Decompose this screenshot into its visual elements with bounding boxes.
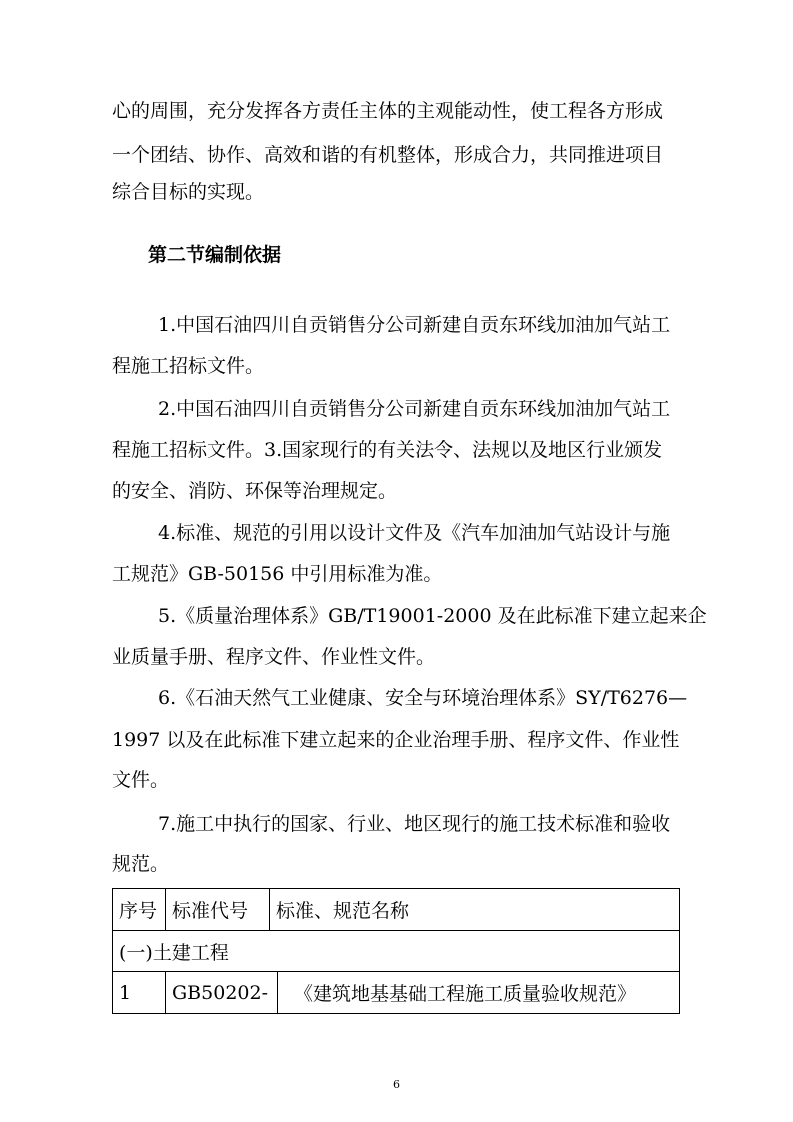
header-code: 标准代号 <box>166 889 270 931</box>
item-4-line-1: 4.标准、规范的引用以设计文件及《汽车加油加气站设计与施 <box>158 522 671 544</box>
intro-line-2: 一个团结、协作、高效和谐的有机整体，形成合力，共同推进项目 <box>112 144 664 166</box>
item-5-line-1: 5.《质量治理体系》GB/T19001-2000 及在此标准下建立起来企 <box>158 605 707 627</box>
item-2-line-3: 的安全、消防、环保等治理规定。 <box>112 480 398 502</box>
item-5-line-2: 业质量手册、程序文件、作业性文件。 <box>112 646 436 668</box>
row-name: 《建筑地基基础工程施工质量验收规范》 <box>294 983 637 1005</box>
intro-line-1: 心的周围，充分发挥各方责任主体的主观能动性，使工程各方形成 <box>112 100 664 122</box>
intro-line-3: 综合目标的实现。 <box>112 181 265 203</box>
row-code-name-cell <box>166 972 680 1014</box>
section-heading: 第二节编制依据 <box>148 244 282 266</box>
item-2-line-2: 程施工招标文件。3.国家现行的有关法令、法规以及地区行业颁发 <box>112 439 663 461</box>
item-2-line-1: 2.中国石油四川自贡销售分公司新建自贡东环线加油加气站工 <box>158 398 671 420</box>
item-6-line-1: 6.《石油天然气工业健康、安全与环境治理体系》SY/T6276— <box>158 687 688 709</box>
header-serial: 序号 <box>113 889 166 931</box>
item-7-line-2: 规范。 <box>112 853 170 875</box>
item-4-line-2: 工规范》GB-50156 中引用标准为准。 <box>112 563 443 585</box>
row-code: GB50202- <box>166 972 278 1013</box>
table-group-row <box>113 931 680 972</box>
item-7-line-1: 7.施工中执行的国家、行业、地区现行的施工技术标准和验收 <box>158 813 671 835</box>
item-6-line-2: 1997 以及在此标准下建立起来的企业治理手册、程序文件、作业性 <box>112 729 680 751</box>
item-1-line-2: 程施工招标文件。 <box>112 355 265 377</box>
item-6-line-3: 文件。 <box>112 769 170 791</box>
standards-table <box>112 888 680 1014</box>
row-serial: 1 <box>113 972 166 1014</box>
table-row <box>113 972 680 1014</box>
group-civil-works: (一)土建工程 <box>113 931 680 972</box>
page-number: 6 <box>393 1078 400 1091</box>
item-1-line-1: 1.中国石油四川自贡销售分公司新建自贡东环线加油加气站工 <box>158 314 671 336</box>
table-header-row <box>113 889 680 931</box>
header-name: 标准、规范名称 <box>270 889 680 931</box>
